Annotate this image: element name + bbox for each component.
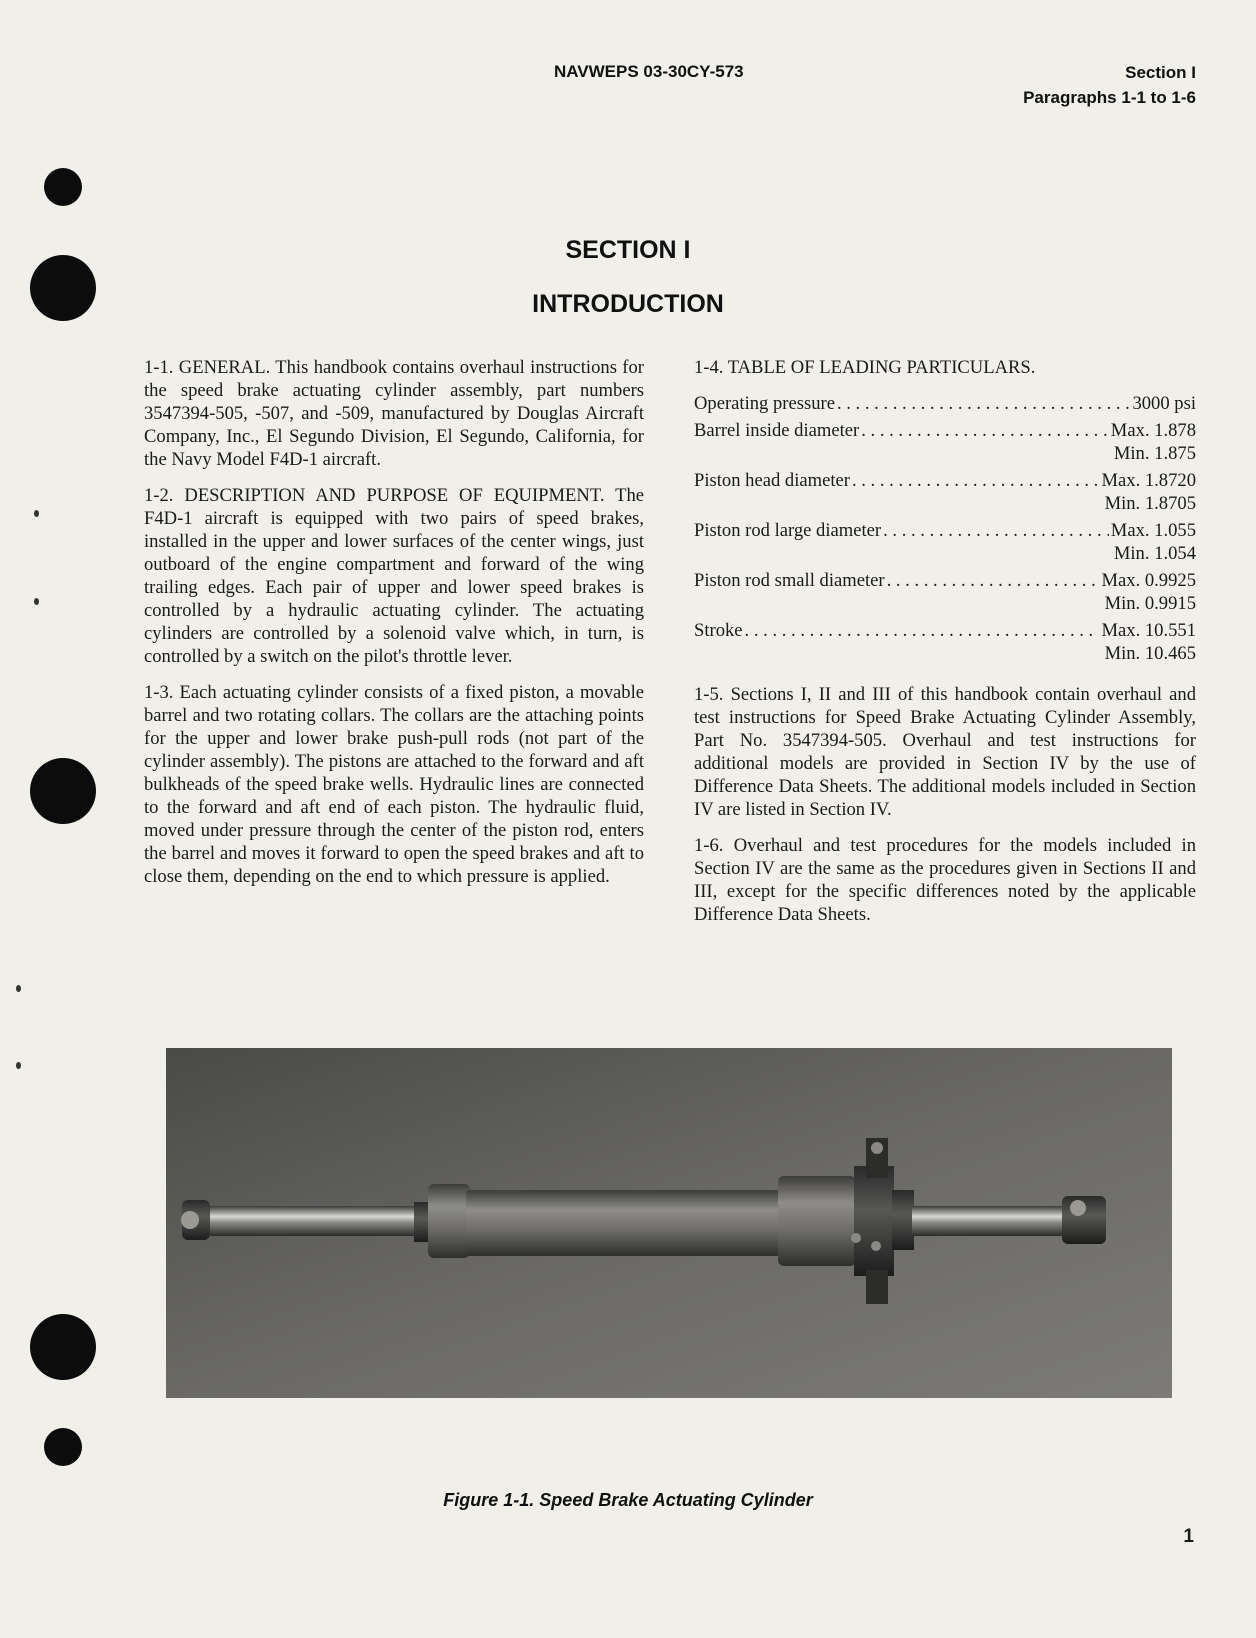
table-row	[694, 469, 1196, 515]
table-min-value: Min. 0.9915	[1104, 593, 1196, 614]
page-number: 1	[1183, 1526, 1194, 1547]
table-value: Max. 10.551	[1101, 620, 1196, 641]
paragraph-1-2: 1-2. DESCRIPTION AND PURPOSE OF EQUIPMENT. The F4D-1 aircraft is equipped with two pairs of speed brakes, installed in the upper and lower surfaces of the center wings, just outboard of the engine compartment and forward of the wing trailing edges. Each pair of upper and lower speed brakes is controlled by a hydraulic actuating cylinder. The actuating cylinders are controlled by a solenoid valve which, in turn, is controlled by a switch on the pilot's throttle lever.	[144, 485, 644, 667]
dot-leader	[887, 569, 1100, 592]
table-value: Max. 1.8720	[1101, 470, 1196, 491]
particulars-table	[694, 392, 1196, 665]
table-label: Stroke	[694, 620, 743, 641]
dot-leader	[883, 519, 1109, 542]
table-label: Operating pressure	[694, 393, 835, 414]
section-title: SECTION I	[565, 236, 691, 264]
cylinder-photograph	[166, 1048, 1172, 1398]
left-rod-nut	[181, 1211, 199, 1229]
paper-speck	[34, 598, 39, 605]
table-row	[694, 619, 1196, 665]
right-column	[694, 356, 1196, 939]
paragraph-1-5: 1-5. Sections I, II and III of this handbook contain overhaul and test instructions for Speed Brake Actuating Cylinder Assembly, Part No. 3547394-505. Overhaul and test instructions for additional models are provided in Section IV by the use of Difference Data Sheets. The additional models included in Section IV are listed in Section IV.	[694, 684, 1196, 820]
table-value: Max. 0.9925	[1101, 570, 1196, 591]
paragraph-1-1: 1-1. GENERAL. This handbook contains overhaul instructions for the speed brake actuating cylinder assembly, part numbers 3547394-505, -507, and -509, manufactured by Douglas Aircraft Company, Inc., El Segundo Division, El Segundo, California, for the Navy Model F4D-1 aircraft.	[144, 357, 644, 470]
cylinder-barrel	[466, 1190, 782, 1256]
bolt	[871, 1142, 883, 1154]
paragraphs-label: Paragraphs 1-1 to 1-6	[1023, 88, 1196, 107]
binder-hole	[44, 1428, 82, 1466]
left-column	[144, 356, 644, 901]
table-min-value: Min. 1.8705	[1104, 493, 1196, 514]
table-label: Piston rod large diameter	[694, 520, 882, 541]
table-value: Max. 1.055	[1110, 520, 1196, 541]
dot-leader	[861, 419, 1109, 442]
table-value: 3000 psi	[1132, 393, 1196, 414]
figure-caption: Figure 1-1. Speed Brake Actuating Cylinder	[443, 1490, 813, 1510]
barrel-collar-right	[778, 1176, 856, 1266]
gland-nut	[892, 1190, 914, 1250]
table-min-value: Min. 10.465	[1104, 643, 1196, 664]
bolt	[851, 1233, 861, 1243]
table-min-value: Min. 1.054	[1113, 543, 1196, 564]
dot-leader	[745, 619, 1100, 642]
section-label: Section I	[1125, 63, 1196, 82]
table-row	[694, 519, 1196, 565]
dot-leader	[837, 392, 1131, 415]
table-value: Max. 1.878	[1110, 420, 1196, 441]
table-row	[694, 419, 1196, 465]
binder-hole	[44, 168, 82, 206]
table-row	[694, 569, 1196, 615]
table-row	[694, 392, 1196, 419]
paper-speck	[16, 1062, 21, 1069]
paper-speck	[16, 985, 21, 992]
section-name: INTRODUCTION	[532, 290, 724, 318]
table-label: Barrel inside diameter	[694, 420, 860, 441]
rotating-collar	[854, 1166, 894, 1276]
section-reference	[1023, 60, 1196, 110]
binder-hole	[30, 1314, 96, 1380]
table-label: Piston rod small diameter	[694, 570, 885, 591]
document-number: NAVWEPS 03-30CY-573	[554, 62, 744, 81]
table-min-value: Min. 1.875	[1113, 443, 1196, 464]
collar-lug-bottom	[866, 1270, 888, 1304]
paragraph-1-3: 1-3. Each actuating cylinder consists of a fixed piston, a movable barrel and two rotating collars. The collars are the attaching points for the upper and lower brake push-pull rods (not part of the cylinder assembly). The pistons are attached to the forward and aft bulkheads of the speed brake wells. Hydraulic lines are connected to the forward and aft end of each piston. The hydraulic fluid, moved under pressure through the center of the piston rod, enters the barrel and moves it forward to open the speed brakes and aft to close them, depending on the end to which pressure is applied.	[144, 682, 644, 887]
bolt	[871, 1241, 881, 1251]
barrel-collar-left	[428, 1184, 470, 1258]
dot-leader	[852, 469, 1100, 492]
left-piston-rod	[202, 1206, 417, 1236]
actuating-cylinder-illustration	[166, 1048, 1172, 1398]
table-heading: 1-4. TABLE OF LEADING PARTICULARS.	[694, 357, 1036, 378]
table-label: Piston head diameter	[694, 470, 850, 491]
binder-hole	[30, 758, 96, 824]
right-piston-rod	[912, 1206, 1082, 1236]
paper-speck	[34, 510, 39, 517]
right-rod-fitting	[1070, 1200, 1086, 1216]
paragraph-1-6: 1-6. Overhaul and test procedures for the models included in Section IV are the same as the procedures given in Sections II and III, except for the specific differences noted by the applicable Difference Data Sheets.	[694, 835, 1196, 925]
